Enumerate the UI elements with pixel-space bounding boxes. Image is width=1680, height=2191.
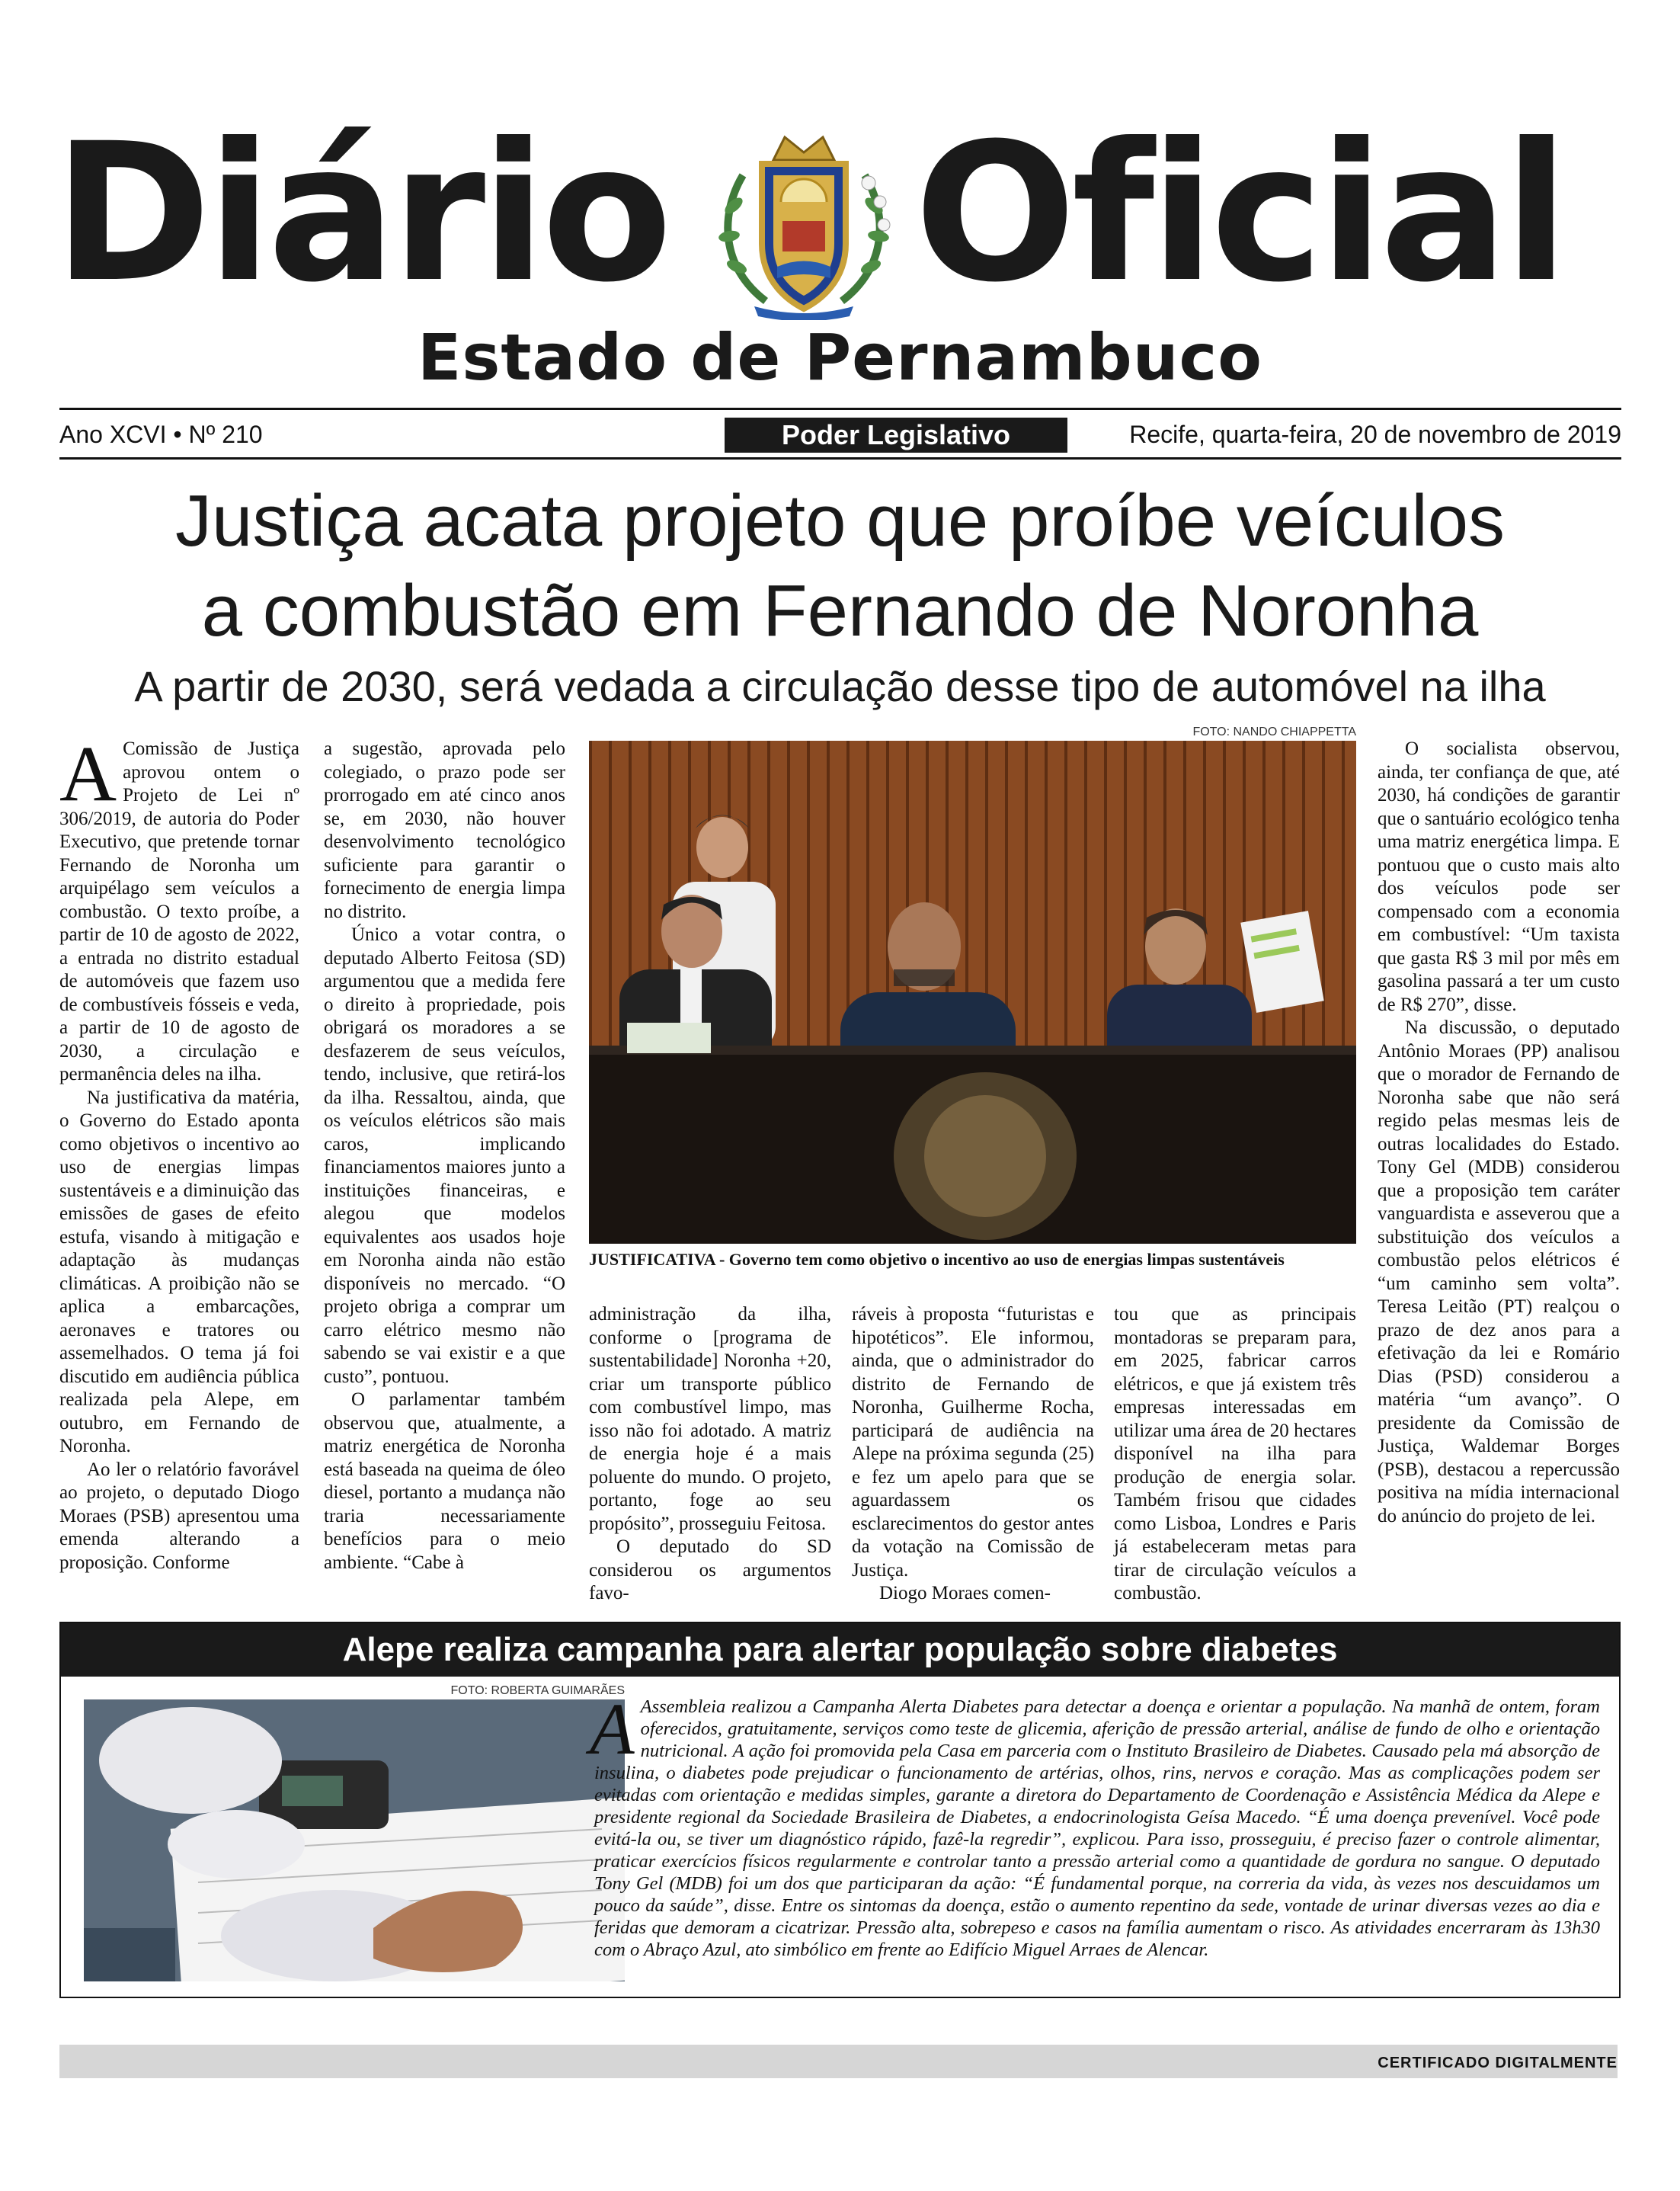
headline-line-2: a combustão em Fernando de Noronha <box>201 570 1479 652</box>
article-paragraph: O deputado do SD considerou os argumentos favo- <box>589 1536 831 1603</box>
box-photo-credit: FOTO: ROBERTA GUIMARÃES <box>450 1684 625 1697</box>
masthead-title-left: Diário <box>53 102 668 324</box>
box-article-text <box>590 1688 1600 1961</box>
article-column-5 <box>1114 1303 1356 1606</box>
article-paragraph: administração da ilha, conforme o [programa de sustentabilidade] Noronha +20, criar um transporte público com combustível limpo, mas isso não foi adotado. A matriz de energia hoje é a mais poluente do mundo. O projeto, portanto, foge ao seu propósito”, prosseguiu Feitosa. <box>589 1304 831 1534</box>
article-column-6 <box>1378 738 1620 1528</box>
article-paragraph: Diogo Moraes comen- <box>879 1583 1051 1603</box>
article-column-4 <box>852 1303 1094 1606</box>
masthead-rule-bottom <box>59 457 1621 460</box>
article-paragraph: O parlamentar também observou que, atualmente, a matriz energética de Noronha está baseada na queima de óleo diesel, portanto a mudança não traria necessariamente benefícios para o meio ambiente. “Cabe à <box>324 1389 565 1573</box>
committee-photo <box>589 741 1356 1244</box>
article-paragraph: tou que as principais montadoras se preparam para, em 2025, fabricar carros elétricos, e que já existem três empresas interessadas em utilizar uma área de 20 hectares disponível na ilha para produção de energia solar. Também frisou que cidades como Lisboa, Londres e Paris já estabeleceram metas para tirar de circulação veículos a combustão. <box>1114 1304 1356 1603</box>
photo-caption: JUSTIFICATIVA - Governo tem como objetivo o incentivo ao uso de energias limpas sustentáveis <box>589 1250 1285 1269</box>
subheadline: A partir de 2030, será vedada a circulação desse tipo de automóvel na ilha <box>134 662 1546 710</box>
drop-cap: A <box>59 730 117 818</box>
pernambuco-coat-of-arms-icon <box>712 130 895 320</box>
box-paragraph: Assembleia realizou a Campanha Alerta Diabetes para detectar a doença e orientar a população. Na manhã de ontem, foram oferecidos, gratuitamente, serviços como teste de glicemia, aferição de pressão arterial, análise de fundo de olho e orientação nutricional. A ação foi promovida pela Casa em parceria com o Instituto Brasileiro de Diabetes. Causado pela má absorção de insulina, o diabetes pode prejudicar o funcionamento de artérias, olhos, rins, nervos e coração. Mas as complicações podem ser evitadas com orientação e medidas simples, garante a diretora do Departamento de Coordenação e Assistência Médica da Alepe e presidente regional da Sociedade Brasileira de Diabetes, a endocrinologista Geísa Macedo. “É uma doença prevenível. Você pode evitá-la ou, se tiver um diagnóstico rápido, fazê-la regredir”, explicou. Para isso, prosseguiu, é preciso fazer o controle alimentar, praticar exercícios físicos regularmente e controlar tanto a pressão arterial como a quantidade de gordura no sangue. O deputado Tony Gel (MDB) foi um dos que participaran da ação: “É fundamental porque, na correria da vida, às vezes nos descuidamos um pouco da saúde”, disse. Entre os sintomas da doença, estão o aumento repentino da sede, vontade de urinar diversas vezes ao dia e feridas que demoram a cicatrizar. Pressão alta, sobrepeso e casos na família aumentam o risco. As atividades encerraram às 13h30 com o Abraço Azul, ato simbólico em frente ao Edifício Miguel Arraes de Alencar. <box>594 1696 1600 1960</box>
article-column-3 <box>589 1303 831 1606</box>
headline-line-1: Justiça acata projeto que proíbe veículos <box>174 480 1506 562</box>
article-paragraph: Único a votar contra, o deputado Alberto Feitosa (SD) argumentou que a medida fere o direito à propriedade, pois obrigará os moradores a se desfazerem de seus veículos, tendo, inclusive, que retirá-los da ilha. Ressaltou, ainda, que os veículos elétricos são mais caros, implicando financiamentos maiores junto a instituições financeiras, e alegou que modelos equivalentes aos usados hoje em Noronha ainda não estão disponíveis no mercado. “O projeto obriga a comprar um carro elétrico mesmo não sabendo se vai existir e a que custo”, pontuou. <box>324 924 565 1387</box>
masthead-subtitle: Estado de Pernambuco <box>417 320 1263 395</box>
diabetes-campaign-box <box>59 1622 1621 1998</box>
section-badge: Poder Legislativo <box>725 418 1067 453</box>
article-paragraph: Na justificativa da matéria, o Governo do Estado aponta como objetivos o incentivo ao uso de energias limpas sustentáveis e a diminuição das emissões de gases de efeito estufa, visando à mitigação e adaptação às mudanças climáticas. A proibição não se aplica a embarcações, aeronaves e tratores ou assemelhados. O tema já foi discutido em audiência pública realizada pela Alepe, em outubro, em Fernando de Noronha. <box>59 1087 299 1456</box>
article-column-1 <box>59 730 299 1574</box>
article-paragraph: a sugestão, aprovada pelo colegiado, o prazo pode ser prorrogado em até cinco anos se, em 2030, não houver desenvolvimento tecnológico suficiente para garantir o fornecimento de energia limpa no distrito. <box>324 738 565 922</box>
article-paragraph: O socialista observou, ainda, ter confiança de que, até 2030, há condições de garantir que o santuário ecológico tenha uma matriz energética limpa. E pontuou que o custo mais alto dos veículos pode ser compensado com a economia em combustível: “Um taxista que gasta R$ 3 mil por mês em gasolina passará a ter um custo de R$ 270”, disse. <box>1378 738 1620 1015</box>
certified-label: CERTIFICADO DIGITALMENTE <box>1378 2055 1618 2071</box>
article-paragraph: ráveis à proposta “futuristas e hipotéticos”. Ele informou, ainda, que o administrador do distrito de Fernando de Noronha, Guilherme Rocha, participará de audiência na Alepe na próxima segunda (25) e fez um apelo para que se aguardassem os esclarecimentos do gestor antes da votação na Comissão de Justiça. <box>852 1304 1094 1581</box>
article-paragraph: Na discussão, o deputado Antônio Moraes (PP) analisou que o morador de Fernando de Noronha sabe que não será regido pelas mesmas leis de outras localidades do Estado. Tony Gel (MDB) considerou que a proposição tem caráter vanguardista e asseverou que a substituição dos veículos a combustão pelos elétricos é “um caminho sem volta”. Teresa Leitão (PT) realçou o prazo de dez anos para a efetivação da lei e Romário Dias (PSD) considerou a matéria “um avanço”. O presidente da Comissão de Justiça, Waldemar Borges (PSB), destacou a repercussão positiva na mídia internacional do anúncio do projeto de lei. <box>1378 1017 1620 1526</box>
issue-line <box>59 418 1621 456</box>
drop-cap: A <box>590 1688 635 1770</box>
photo-credit: FOTO: NANDO CHIAPPETTA <box>1192 726 1356 738</box>
article-paragraph: Ao ler o relatório favorável ao projeto, o deputado Diogo Moraes (PSB) apresentou uma emenda alterando a proposição. Conforme <box>59 1459 299 1573</box>
edition-number: Ano XCVI • Nº 210 <box>59 421 263 448</box>
headline <box>0 476 1680 656</box>
glucose-test-photo <box>84 1699 625 1981</box>
article-paragraph: A Comissão de Justiça aprovou ontem o Projeto de Lei nº 306/2019, de autoria do Poder Executivo, que pretende tornar Fernando de Noronha um arquipélago sem veículos a combustão. O texto proíbe, a partir de 10 de agosto de 2022, a entrada no distrito estadual de automóveis que fazem uso de combustíveis fósseis e veda, a partir de 10 de agosto de 2030, a circulação e permanência deles na ilha. <box>59 730 299 1084</box>
masthead-rule-top <box>59 408 1621 410</box>
masthead-title-right: Oficial <box>914 102 1565 324</box>
box-title: Alepe realiza campanha para alertar população sobre diabetes <box>61 1623 1619 1677</box>
issue-date: Recife, quarta-feira, 20 de novembro de 2019 <box>1129 421 1621 448</box>
article-column-2 <box>324 738 565 1574</box>
